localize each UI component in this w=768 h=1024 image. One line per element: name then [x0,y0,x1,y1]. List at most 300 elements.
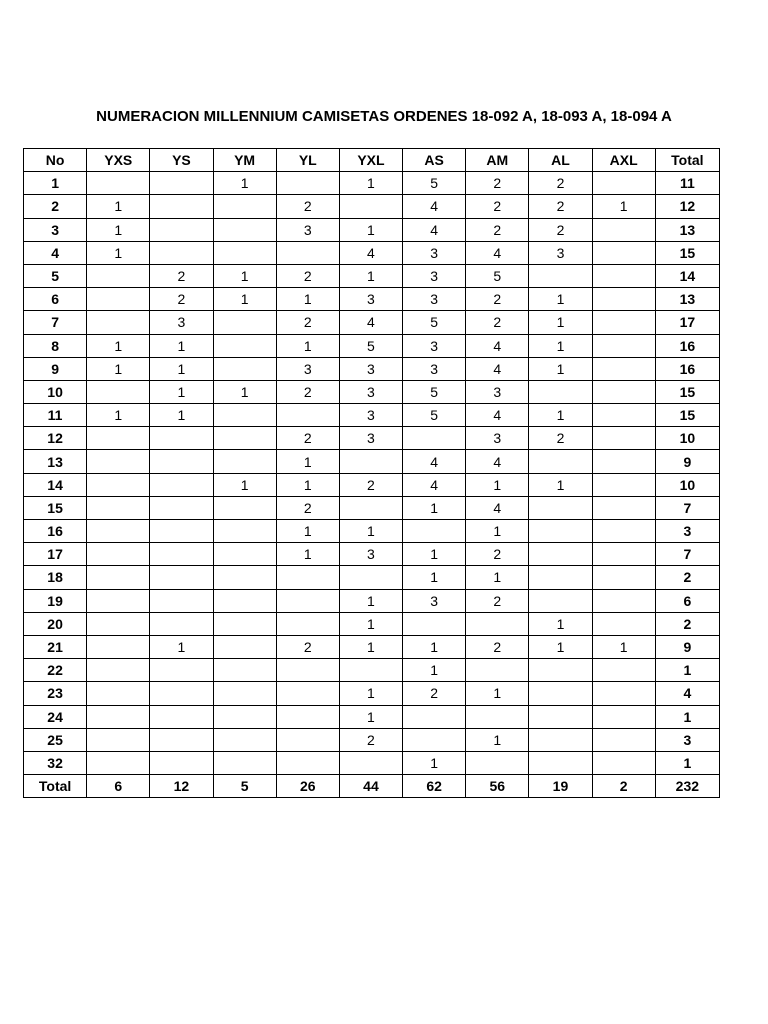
table-cell: 1 [339,520,402,543]
column-header: YS [150,149,213,172]
row-number-cell: 11 [24,404,87,427]
table-cell: 1 [592,635,655,658]
table-cell: 1 [529,612,592,635]
table-cell [592,404,655,427]
table-cell [276,566,339,589]
table-cell [592,728,655,751]
row-number-cell: 25 [24,728,87,751]
table-cell [276,589,339,612]
table-cell: 2 [276,195,339,218]
table-cell [592,288,655,311]
table-cell [213,705,276,728]
row-number-cell: 20 [24,612,87,635]
table-row [24,473,720,496]
table-cell: 1 [276,288,339,311]
table-row [24,311,720,334]
table-cell [276,705,339,728]
table-row [24,404,720,427]
table-cell [150,566,213,589]
table-cell: 1 [529,334,592,357]
table-cell: 3 [339,357,402,380]
table-cell [529,450,592,473]
table-cell [466,659,529,682]
table-cell: 5 [403,404,466,427]
table-row [24,195,720,218]
row-total-cell: 9 [655,635,719,658]
sizes-table [23,148,720,798]
table-cell [87,311,150,334]
table-cell [150,241,213,264]
table-cell [213,520,276,543]
table-cell [276,659,339,682]
table-cell [339,496,402,519]
row-total-cell: 9 [655,450,719,473]
table-cell [213,404,276,427]
row-total-cell: 16 [655,357,719,380]
row-total-cell: 15 [655,241,719,264]
table-cell: 3 [339,380,402,403]
column-header: AXL [592,149,655,172]
table-cell [150,172,213,195]
table-cell: 1 [276,543,339,566]
table-cell: 1 [592,195,655,218]
table-cell [150,659,213,682]
column-header: YM [213,149,276,172]
table-cell: 3 [466,427,529,450]
table-cell [213,566,276,589]
row-total-cell: 13 [655,288,719,311]
row-number-cell: 16 [24,520,87,543]
table-cell: 3 [403,334,466,357]
table-cell [213,427,276,450]
table-cell [529,543,592,566]
row-total-cell: 13 [655,218,719,241]
table-cell [466,612,529,635]
row-number-cell: 14 [24,473,87,496]
row-total-cell: 3 [655,520,719,543]
table-cell [150,543,213,566]
table-cell: 1 [466,728,529,751]
table-cell: 2 [276,311,339,334]
row-number-cell: 23 [24,682,87,705]
table-cell: 2 [466,288,529,311]
table-cell [213,357,276,380]
table-cell [87,520,150,543]
table-row [24,682,720,705]
row-total-cell: 1 [655,705,719,728]
table-cell [592,682,655,705]
row-total-cell: 1 [655,659,719,682]
table-cell: 1 [529,357,592,380]
row-total-cell: 10 [655,473,719,496]
table-cell: 2 [403,682,466,705]
table-cell [87,659,150,682]
table-cell [529,682,592,705]
table-cell: 1 [339,218,402,241]
totals-cell: 26 [276,775,339,798]
table-cell: 3 [276,357,339,380]
row-total-cell: 2 [655,612,719,635]
table-cell: 1 [403,659,466,682]
table-cell [213,218,276,241]
table-row [24,172,720,195]
table-cell [87,473,150,496]
table-cell [213,311,276,334]
table-cell: 1 [403,751,466,774]
totals-cell: 19 [529,775,592,798]
table-cell: 4 [466,450,529,473]
row-number-cell: 24 [24,705,87,728]
table-cell [87,450,150,473]
table-cell [592,241,655,264]
table-cell [592,427,655,450]
table-row [24,427,720,450]
table-cell: 3 [339,404,402,427]
row-number-cell: 22 [24,659,87,682]
table-cell [529,496,592,519]
row-number-cell: 10 [24,380,87,403]
table-cell [339,566,402,589]
table-cell: 1 [339,589,402,612]
table-cell: 1 [403,543,466,566]
row-total-cell: 14 [655,264,719,287]
row-number-cell: 7 [24,311,87,334]
table-cell [592,496,655,519]
row-total-cell: 6 [655,589,719,612]
table-cell [466,751,529,774]
table-cell [529,566,592,589]
totals-cell: 232 [655,775,719,798]
row-number-cell: 19 [24,589,87,612]
table-cell [276,612,339,635]
table-cell [213,195,276,218]
table-cell: 2 [529,218,592,241]
table-cell [87,264,150,287]
table-cell: 1 [150,334,213,357]
table-cell: 2 [529,172,592,195]
table-cell: 1 [466,520,529,543]
table-cell: 1 [276,450,339,473]
table-cell: 2 [529,195,592,218]
table-cell: 1 [87,218,150,241]
table-cell [150,612,213,635]
table-cell: 1 [276,334,339,357]
table-cell [529,751,592,774]
table-cell [150,195,213,218]
table-cell: 2 [466,218,529,241]
table-cell [87,288,150,311]
table-cell: 1 [529,473,592,496]
table-cell [213,334,276,357]
column-header: Total [655,149,719,172]
table-cell [592,520,655,543]
row-number-cell: 5 [24,264,87,287]
table-cell [592,589,655,612]
row-total-cell: 10 [655,427,719,450]
totals-cell: 56 [466,775,529,798]
table-row [24,612,720,635]
row-number-cell: 1 [24,172,87,195]
table-cell: 3 [466,380,529,403]
table-cell [592,172,655,195]
table-cell: 2 [466,543,529,566]
table-cell: 4 [466,496,529,519]
row-number-cell: 8 [24,334,87,357]
totals-cell: 44 [339,775,402,798]
table-cell: 1 [339,612,402,635]
table-cell: 1 [403,496,466,519]
table-cell: 1 [529,311,592,334]
table-cell [213,635,276,658]
row-number-cell: 2 [24,195,87,218]
totals-label-cell: Total [24,775,87,798]
table-cell: 1 [529,288,592,311]
table-cell: 1 [213,380,276,403]
table-row [24,589,720,612]
table-cell: 2 [339,728,402,751]
table-cell [150,751,213,774]
table-cell [592,751,655,774]
table-cell [529,705,592,728]
table-row [24,264,720,287]
row-total-cell: 1 [655,751,719,774]
table-cell [592,473,655,496]
table-cell: 1 [213,172,276,195]
table-cell [276,172,339,195]
table-cell: 1 [403,566,466,589]
totals-cell: 5 [213,775,276,798]
row-total-cell: 4 [655,682,719,705]
table-cell [87,566,150,589]
table-cell: 5 [403,311,466,334]
row-total-cell: 2 [655,566,719,589]
table-cell: 1 [339,264,402,287]
table-cell [529,264,592,287]
table-cell: 4 [403,218,466,241]
table-cell: 1 [150,357,213,380]
table-cell: 4 [403,473,466,496]
table-cell: 3 [276,218,339,241]
table-cell [592,311,655,334]
row-number-cell: 15 [24,496,87,519]
table-cell: 1 [213,288,276,311]
table-cell: 5 [403,380,466,403]
table-cell [403,705,466,728]
table-cell [87,682,150,705]
table-row [24,334,720,357]
column-header: AM [466,149,529,172]
table-cell [403,728,466,751]
table-row [24,635,720,658]
table-row [24,357,720,380]
row-total-cell: 12 [655,195,719,218]
table-cell: 2 [276,427,339,450]
table-cell: 4 [339,241,402,264]
table-cell [339,751,402,774]
table-cell: 3 [403,241,466,264]
table-cell [529,659,592,682]
table-cell: 3 [403,264,466,287]
table-cell: 1 [466,473,529,496]
document-title: NUMERACION MILLENNIUM CAMISETAS ORDENES 18-092 A, 18-093 A, 18-094 A [96,108,672,125]
table-body [24,172,720,798]
table-cell [213,659,276,682]
table-cell: 1 [150,635,213,658]
table-cell: 1 [87,404,150,427]
table-cell: 2 [276,380,339,403]
table-cell [403,520,466,543]
table-cell: 1 [339,172,402,195]
table-cell: 1 [87,195,150,218]
table-cell: 2 [339,473,402,496]
table-cell: 1 [529,404,592,427]
table-cell: 1 [213,473,276,496]
table-cell: 1 [339,682,402,705]
table-cell [529,728,592,751]
column-header: YL [276,149,339,172]
table-cell [150,728,213,751]
table-cell [150,218,213,241]
table-cell [87,751,150,774]
table-row [24,496,720,519]
table-cell [213,543,276,566]
table-cell: 2 [276,264,339,287]
table-cell [592,380,655,403]
table-cell: 1 [87,357,150,380]
table-header [24,149,720,172]
table-cell [87,705,150,728]
table-cell [87,728,150,751]
table-row [24,728,720,751]
table-cell: 4 [466,357,529,380]
table-row [24,705,720,728]
table-cell: 3 [403,589,466,612]
row-total-cell: 7 [655,543,719,566]
row-total-cell: 16 [655,334,719,357]
table-cell [87,496,150,519]
table-cell [150,589,213,612]
table-cell: 1 [339,705,402,728]
column-header: No [24,149,87,172]
table-cell [592,450,655,473]
table-cell: 2 [150,264,213,287]
table-cell: 1 [529,635,592,658]
table-cell: 1 [150,404,213,427]
row-total-cell: 15 [655,404,719,427]
table-cell [592,264,655,287]
row-total-cell: 15 [655,380,719,403]
table-cell [213,496,276,519]
row-number-cell: 17 [24,543,87,566]
table-cell [213,751,276,774]
table-cell: 3 [339,427,402,450]
table-cell [466,705,529,728]
table-cell: 5 [339,334,402,357]
table-cell [87,172,150,195]
row-total-cell: 11 [655,172,719,195]
table-cell [87,612,150,635]
table-cell [339,450,402,473]
table-cell [213,612,276,635]
table-row [24,241,720,264]
row-number-cell: 3 [24,218,87,241]
row-total-cell: 17 [655,311,719,334]
table-cell [529,589,592,612]
table-cell [87,589,150,612]
table-row [24,520,720,543]
table-cell [403,612,466,635]
table-row [24,450,720,473]
table-cell [276,241,339,264]
table-cell: 1 [213,264,276,287]
column-header: YXS [87,149,150,172]
row-total-cell: 7 [655,496,719,519]
table-cell [150,520,213,543]
table-cell [87,427,150,450]
table-cell [592,612,655,635]
table-cell: 2 [276,496,339,519]
table-cell [592,566,655,589]
table-cell: 1 [150,380,213,403]
table-cell [87,380,150,403]
row-total-cell: 3 [655,728,719,751]
table-cell [150,496,213,519]
table-row [24,659,720,682]
table-cell [592,705,655,728]
table-cell [276,404,339,427]
table-cell: 4 [466,334,529,357]
totals-row [24,775,720,798]
table-cell [213,241,276,264]
table-cell [592,334,655,357]
table-cell [87,635,150,658]
totals-cell: 2 [592,775,655,798]
table-cell: 3 [339,288,402,311]
table-cell [276,751,339,774]
totals-cell: 6 [87,775,150,798]
row-number-cell: 4 [24,241,87,264]
table-cell [403,427,466,450]
table-cell [213,728,276,751]
table-cell: 1 [403,635,466,658]
row-number-cell: 13 [24,450,87,473]
row-number-cell: 18 [24,566,87,589]
table-cell: 1 [276,520,339,543]
table-cell [213,682,276,705]
table-cell: 4 [466,404,529,427]
column-header: YXL [339,149,402,172]
row-number-cell: 32 [24,751,87,774]
table-cell: 4 [403,195,466,218]
table-cell [339,195,402,218]
row-number-cell: 6 [24,288,87,311]
table-cell [276,728,339,751]
table-cell: 4 [466,241,529,264]
table-cell: 2 [466,195,529,218]
table-cell [339,659,402,682]
table-cell [592,659,655,682]
table-cell: 4 [339,311,402,334]
column-header: AL [529,149,592,172]
row-number-cell: 9 [24,357,87,380]
table-cell: 2 [529,427,592,450]
table-cell: 1 [339,635,402,658]
table-cell [87,543,150,566]
table-cell: 3 [529,241,592,264]
totals-cell: 12 [150,775,213,798]
table-cell: 3 [403,288,466,311]
table-cell [213,450,276,473]
